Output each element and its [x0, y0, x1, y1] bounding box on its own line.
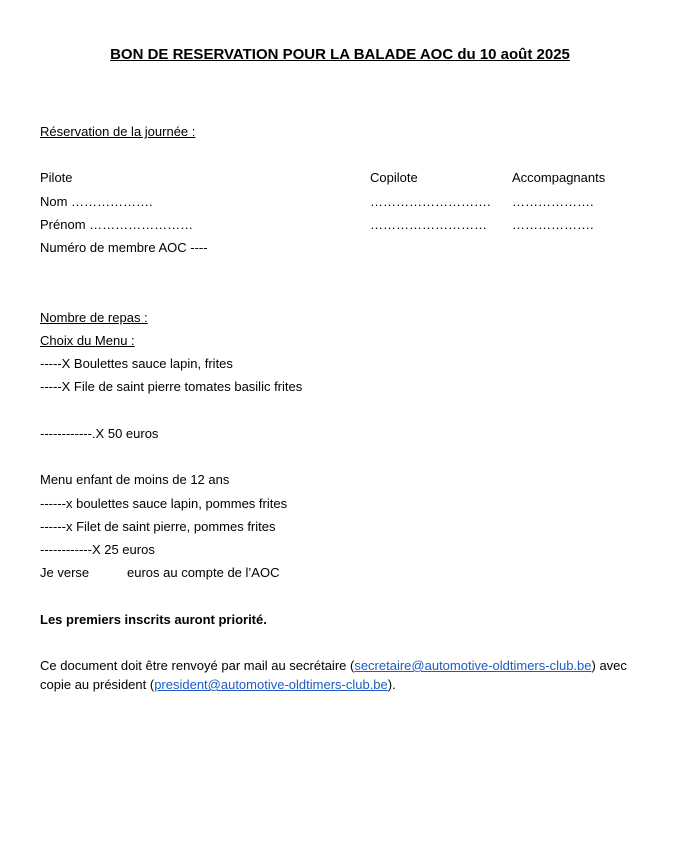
- child-menu-heading: Menu enfant de moins de 12 ans: [40, 472, 230, 487]
- footer-line-2: [40, 677, 396, 693]
- president-email-link[interactable]: president@automotive-oldtimers-club.be: [154, 677, 388, 692]
- pilote-nom-field: Nom ……………….: [40, 194, 153, 209]
- accompagnants-prenom-field: ……………….: [512, 217, 594, 232]
- priority-notice: Les premiers inscrits auront priorité.: [40, 612, 267, 627]
- repas-heading: Nombre de repas :: [40, 310, 148, 325]
- footer-text-2a: copie au président (: [40, 677, 155, 692]
- secretaire-email-link[interactable]: secretaire@automotive-oldtimers-club.be: [354, 658, 592, 673]
- pilote-column-label: Pilote: [40, 170, 73, 185]
- menu-price-adult: ------------.X 50 euros: [40, 426, 159, 441]
- child-menu-item-saint-pierre: ------x Filet de saint pierre, pommes frites: [40, 519, 276, 534]
- copilote-prenom-field: ………………………: [370, 217, 487, 232]
- menu-item-boulettes: -----X Boulettes sauce lapin, frites: [40, 356, 233, 371]
- footer-text-1b: ) avec: [591, 658, 627, 673]
- copilote-nom-field: ……………………….: [370, 194, 491, 209]
- membre-number-field: Numéro de membre AOC ----: [40, 240, 208, 255]
- footer-text-2b: ).: [387, 677, 396, 692]
- reservation-heading: Réservation de la journée :: [40, 124, 196, 139]
- payment-je-verse: Je verse: [40, 565, 90, 580]
- pilote-prenom-field: Prénom ……………………: [40, 217, 194, 232]
- menu-item-saint-pierre: -----X File de saint pierre tomates basilic frites: [40, 379, 303, 394]
- copilote-column-label: Copilote: [370, 170, 418, 185]
- document-title: BON DE RESERVATION POUR LA BALADE AOC du 10 août 2025: [110, 46, 570, 63]
- accompagnants-column-label: Accompagnants: [512, 170, 606, 185]
- payment-account-text: euros au compte de l’AOC: [127, 565, 280, 580]
- footer-text-1a: Ce document doit être renvoyé par mail au secrétaire (: [40, 658, 355, 673]
- child-menu-item-boulettes: ------x boulettes sauce lapin, pommes frites: [40, 496, 288, 511]
- child-menu-price: ------------X 25 euros: [40, 542, 155, 557]
- menu-choice-heading: Choix du Menu :: [40, 333, 135, 348]
- accompagnants-nom-field: ……………….: [512, 194, 594, 209]
- footer-line-1: [40, 658, 627, 674]
